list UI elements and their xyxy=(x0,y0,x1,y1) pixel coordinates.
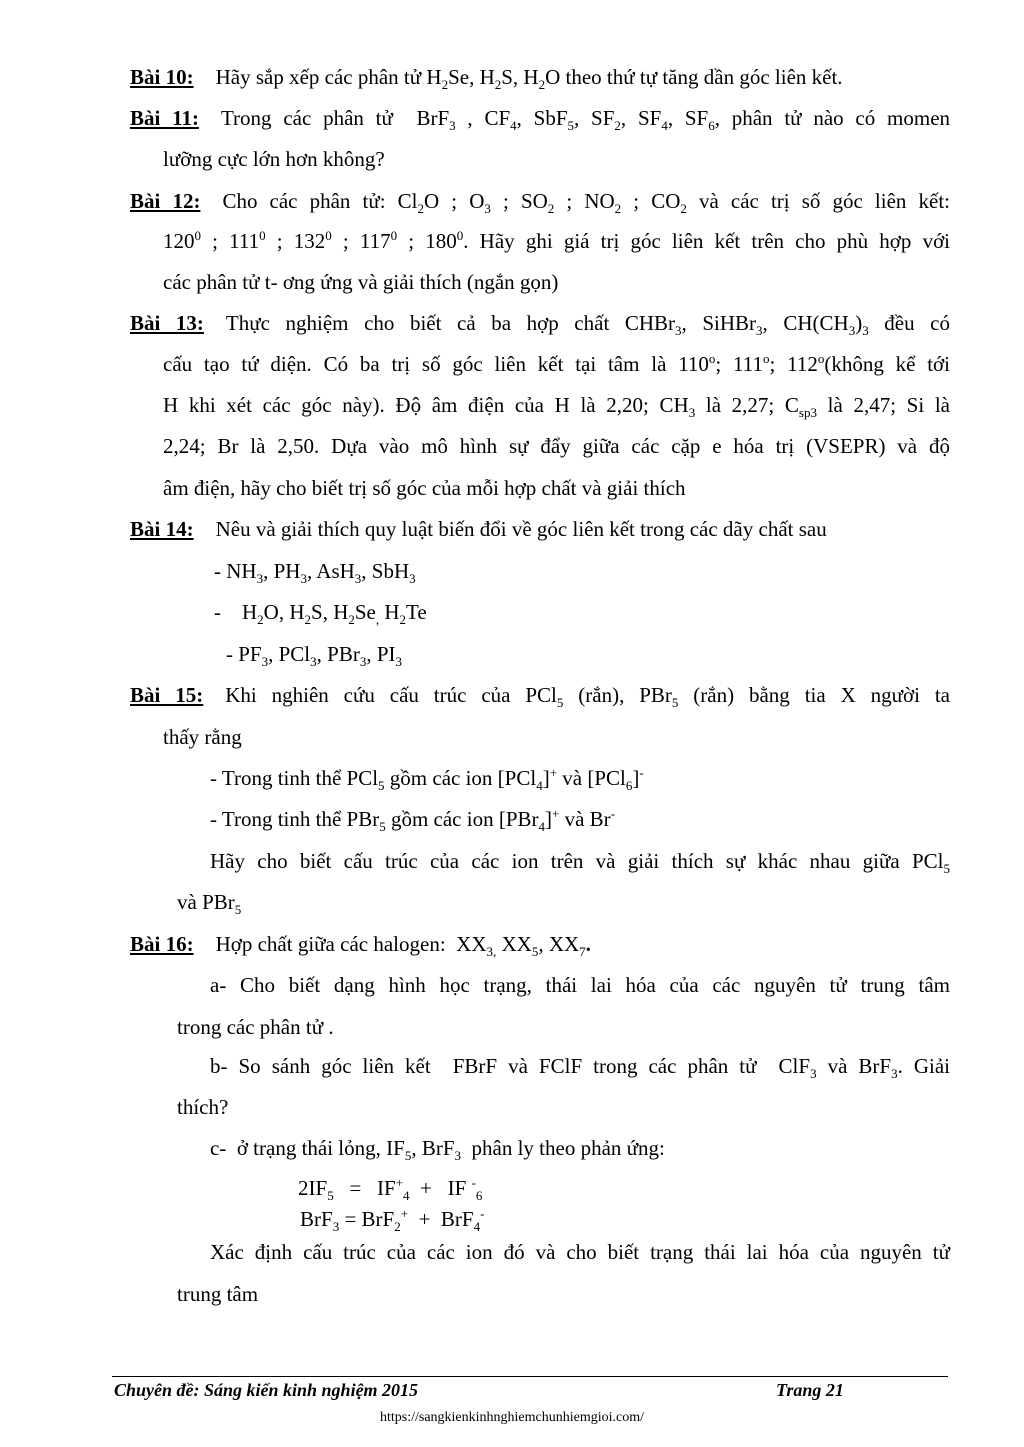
problem-13-line-4: 2,24; Br là 2,50. Dựa vào mô hình sự đẩy giữa các cặp e hóa trị (VSEPR) và độ xyxy=(163,434,950,458)
problem-15-line-3: - Trong tinh thể PCl$_5$ gồm các ion [PCl$_4$]+ và [PCl$_6$]- xyxy=(210,765,644,794)
footer-title: Chuyên đề: Sáng kiến kinh nghiệm 2015 xyxy=(114,1380,419,1400)
problem-13-line-3: H khi xét các góc này). Độ âm điện của H là 2,20; $CH_3$ là 2,27; $C_{sp3}$ là 2,47; Si là xyxy=(163,393,951,421)
problem-12-line-2: $120^0$ ; $111^0$ ; $132^0$ ; $117^0$ ; $180^0$. Hãy ghi giá trị góc liên kết trên cho phù hợp với xyxy=(163,228,951,253)
problem-15-line-6: và PBr$_5$ xyxy=(177,890,242,918)
problem-12-line-3: các phân tử t- ơng ứng và giải thích (ngắn gọn) xyxy=(163,270,559,294)
problem-16-line-1: Bài 16: Hợp chất giữa các halogen: $XX_{3,}$ $XX_5$, $XX_7$. xyxy=(130,932,591,960)
problem-14-series-3: - $PF_3$, PCl$_3$, PBr$_3$, $PI_3$ xyxy=(226,642,403,670)
problem-13-line-5: âm điện, hãy cho biết trị số góc của mỗi hợp chất và giải thích xyxy=(163,476,686,500)
problem-10-line-1: Bài 10: Hãy sắp xếp các phân tử $H_2Se$, $H_2S$, $H_2O$ theo thứ tự tăng dần góc liên kết. xyxy=(130,65,843,93)
problem-16-a-line-1: a- Cho biết dạng hình học trạng, thái lai hóa của các nguyên tử trung tâm xyxy=(210,973,950,997)
problem-label: Bài 13: xyxy=(130,311,204,335)
problem-15-line-1: Bài 15: Khi nghiên cứu cấu trúc của PCl$_5$ (rắn), PBr$_5$ (rắn) bằng tia X người ta xyxy=(130,683,950,711)
problem-11-line-1: Bài 11: Trong các phân tử BrF$_3$ , $CF_4$, SbF$_5$, $SF_2$, $SF_4$, $SF_6$, phân tử nào có momen xyxy=(130,106,951,134)
problem-16-c-line-2: Xác định cấu trúc của các ion đó và cho biết trạng thái lai hóa của nguyên tử xyxy=(210,1240,950,1264)
problem-15-line-4: - Trong tinh thể PBr$_5$ gồm các ion [PBr$_4$]+ và Br- xyxy=(210,806,616,835)
problem-label: Bài 10: xyxy=(130,65,194,89)
problem-13-line-2: cấu tạo tứ diện. Có ba trị số góc liên kết tại tâm là 110$^o$; 111$^o$; 112$^o$(không kể tới xyxy=(163,351,950,376)
problem-label: Bài 16: xyxy=(130,932,194,956)
problem-16-c-line-3: trung tâm xyxy=(177,1282,259,1306)
problem-label: Bài 15: xyxy=(130,683,204,707)
problem-16-c-line-1: c- ở trạng thái lỏng, $IF_5$, BrF$_3$ phân ly theo phản ứng: xyxy=(210,1136,665,1164)
problem-15-line-2: thấy rằng xyxy=(163,725,242,749)
problem-11-line-2: lưỡng cực lớn hơn không? xyxy=(163,147,385,171)
problem-16-b-line-1: b- So sánh góc liên kết FBrF và FClF trong các phân tử ClF$_3$ và BrF$_3$. Giải xyxy=(210,1054,951,1082)
problem-16-b-line-2: thích? xyxy=(177,1095,229,1119)
problem-15-line-5: Hãy cho biết cấu trúc của các ion trên và giải thích sự khác nhau giữa PCl$_5$ xyxy=(210,849,950,877)
footer-divider xyxy=(112,1376,948,1377)
footer-url[interactable]: https://sangkienkinhnghiemchunhiemgioi.com/ xyxy=(379,1410,645,1425)
reaction-2: BrF$_3$ = BrF$_2$+ + BrF$_4$- xyxy=(300,1206,485,1235)
problem-label: Bài 11: xyxy=(130,106,199,130)
problem-14-line-1: Bài 14: Nêu và giải thích quy luật biến đổi về góc liên kết trong các dãy chất sau xyxy=(130,517,827,541)
problem-12-line-1: Bài 12: Cho các phân tử: $Cl_2O$ ; $O_3$ ; $SO_2$ ; $NO_2$ ; $CO_2$ và các trị số góc liên kết: xyxy=(130,189,951,217)
page-number: Trang 21 xyxy=(776,1380,844,1400)
problem-label: Bài 12: xyxy=(130,189,201,213)
problem-14-series-2: - $H_2O$, $H_2S$, $H_2Se_,$ $H_2Te$ xyxy=(214,600,427,628)
problem-16-a-line-2: trong các phân tử . xyxy=(177,1015,334,1039)
problem-13-line-1: Bài 13: Thực nghiệm cho biết cả ba hợp chất CHBr$_3$, SiHBr$_3$, $CH(CH_3)_3$ đều có xyxy=(130,311,951,339)
problem-label: Bài 14: xyxy=(130,517,194,541)
problem-14-series-1: - $NH_3$, $PH_3$, AsH$_3$, SbH$_3$ xyxy=(214,559,416,587)
reaction-1: $2IF_5 = IF^+_4$ + IF -$_6$ xyxy=(298,1175,483,1204)
